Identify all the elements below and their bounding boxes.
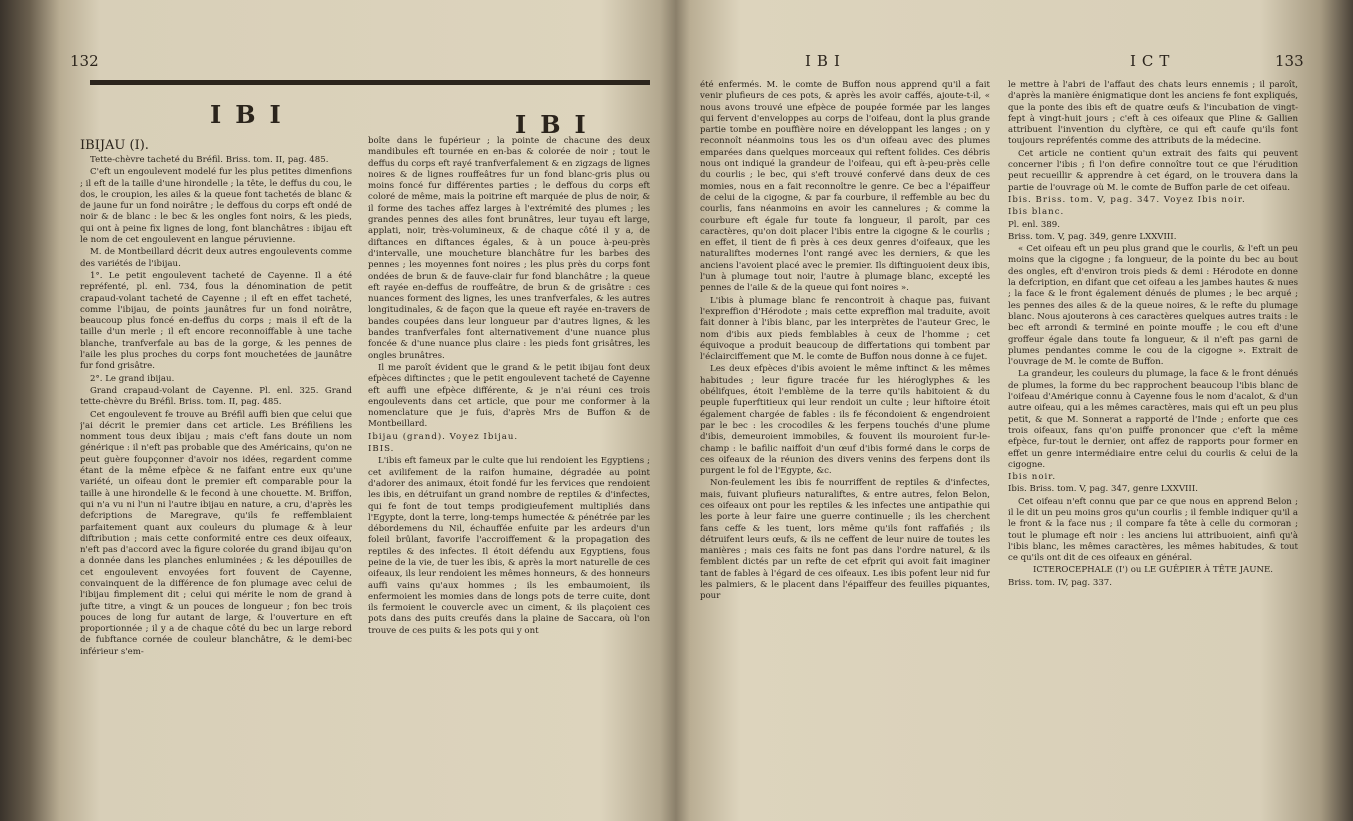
paragraph: Il me paroît évident que le grand & le petit ibijau font deux efpèces diftinctes ; que le petit engoulevent tacheté de Cayenne eft auffi une efpèce différente, & je n'ai réuni ces trois engoulevents dans cet article, que pour me conformer à la nomenclature que je fuis, d'après Mrs de Buffon & de Montbeillard. [368, 362, 650, 430]
paragraph: L'ibis à plumage blanc fe rencontroit à chaque pas, fuivant l'expreffion d'Hérodote ; mais cette expreffion mal traduite, avoit fait donner à l'ibis blanc, par les interprètes de l'auteur Grec, le nom d'ibis aux pieds femblables à ceux de l'homme ; cet équivoque a produit beaucoup de differtations qui tombent par l'éclairciffement que M. le comte de Buffon nous donne à ce fujet. [700, 295, 990, 363]
entry-heading: ICTEROCEPHALE (I') ou LE GUÊPIER À TÊTE JAUNE. [1032, 565, 1273, 576]
paragraph: le mettre à l'abri de l'affaut des chats leurs ennemis ; il paroît, d'après la manière énigmatique dont les anciens fe font expliqués, que la ponte des ibis eft de quatre œufs & l'incubation de vingt-fept à vingt-huit jours ; c'eft à ces oifeaux que Pline & Gallien attribuent l'invention du clyftère, ce qui eft caufe qu'ils font toujours repréfentés comme des attributs de la médecine. [1008, 80, 1298, 147]
paragraph: 1°. Le petit engoulevent tacheté de Cayenne. Il a été repréfenté, pl. enl. 734, fous la dénomination de petit crapaud-volant tacheté de Cayenne ; il eft en effet tacheté, comme l'ibijau, de points jaunâtres fur un fond noirâtre, beaucoup plus foncé en-deffus du corps ; mais il eft de la taille d'un merle ; il eft encore reconnoiffable à une tache blanche, tranfverfale au bas de la gorge, & les pennes de l'aile les plus proches du corps font mouchetées de jaunâtre fur fond grisâtre. [80, 270, 352, 372]
right-page [690, 0, 1310, 821]
paragraph: La grandeur, les couleurs du plumage, la face & le front dénués de plumes, la forme du bec rapprochent beaucoup l'ibis blanc de l'oifeau d'Amérique connu à Cayenne fous le nom d'acalot, & d'un autre oifeau, qui a les mêmes caractères, mais qui eft un peu plus petit, & que M. Sonnerat a rapporté de l'Inde ; enforte que ces trois oifeaux, fans qu'on puiffe prononcer que c'eft la même efpèce, fur-tout le dernier, ont affez de rapports pour former en effet un genre intermédiaire entre celui du courlis & celui de la cigogne. [1008, 369, 1298, 470]
running-head-right: ICT [1130, 52, 1176, 70]
left-page [60, 0, 670, 821]
paragraph: Non-feulement les ibis fe nourriffent de reptiles & d'infectes, mais, fuivant plufieurs naturaliftes, & entre autres, felon Belon, ces oifeaux ont pour les reptiles & les infectes une antipathie qui les porte à leur faire une guerre continuelle ; ils les cherchent fans ceffe & les tuent, lors même qu'ils font raffafiés ; ils détruifent leurs œufs, & ils ne ceffent de leur nuire de toutes les manières ; mais ces faits ne font pas dans l'ordre naturel, & ils femblent dictés par un refte de cet efprit qui avoit fait imaginer tant de fables à l'égard de ces oifeaux. Les ibis pofent leur nid fur les palmiers, & le placent dans l'épaiffeur des feuilles piquantes, pour [700, 478, 990, 602]
paragraph: Cet oifeau n'eft connu que par ce que nous en apprend Belon ; il le dit un peu moins gros qu'un courlis ; il femble indiquer qu'il a le front & la face nus ; il compare fa tête à celle du cormoran ; tout le plumage eft noir : les anciens lui attribuoient, ainfi qu'à l'ibis blanc, les mêmes caractères, les mêmes habitudes, & tout ce qu'ils ont dit de ces oifeaux en général. [1008, 496, 1298, 564]
running-head-left: IBI [805, 52, 846, 70]
paragraph: M. de Montbeillard décrit deux autres engoulevents comme des variétés de l'ibijau. [80, 247, 352, 269]
right-page-column-1 [700, 80, 990, 810]
plate-reference: Pl. enl. 389. [1008, 219, 1060, 230]
entry-heading: Ibis blanc. [1008, 207, 1065, 218]
entry-heading: IBIJAU (I). [80, 138, 149, 153]
paragraph: boîte dans le fupérieur ; la pointe de chacune des deux mandibules eft tournée en en-bas & colorée de noir ; tout le deffus du corps eft rayé tranfverfalement & en zigzags de lignes noires & de lignes rouffeâtres fur un fond blanc-gris plus ou moins foncé fur différentes parties ; le deffous du corps eft coloré de même, mais la poitrine eft marquée de plus de noir, & il forme des taches affez larges à l'extrémité des plumes ; les grandes pennes des ailes font brunâtres, leur tuyau eft large, applati, noir, très-volumineux, & de chaque côté il y a, de diftances en diftances égales, & à un pouce à-peu-près d'intervalle, une moucheture blanchâtre fur les barbes des pennes ; les moyennes font noires ; les plus près du corps font ondées de brun & de fauve-clair fur fond blanchâtre ; la queue eft rayée en-deffus de rouffeâtre, de brun & de grisâtre : ces nuances forment des lignes, les unes tranfverfales, & les autres longitudinales, & de façon que la queue eft rayée en-travers de bandes coupées dans leur longueur par d'autres lignes, & les bandes tranfverfales font alternativement d'une nuance plus foncée & d'une nuance plus claire : les pieds font grisâtres, les ongles brunâtres. [368, 136, 650, 361]
paragraph: 2°. Le grand ibijau. [90, 373, 175, 384]
paragraph: Tette-chèvre tacheté du Bréfil. Briss. tom. II, pag. 485. [90, 155, 329, 165]
paragraph: Les deux efpèces d'ibis avoient le même inftinct & les mêmes habitudes ; leur figure tracée fur les hiéroglyphes & les obélifques, étoit l'emblème de la terre qu'ils habitoient & du peuple fuperftitieux qui leur rendoit un culte ; leur hiftoire étoit également chargée de fables : ils fe fécondoient & engendroient par le bec : les crocodiles & les ferpens touchés d'une plume d'ibis, demeuroient immobiles, & fouvent ils mouroient fur-le-champ : le bafilic naiffoit d'un œuf d'ibis formé dans le corps de ces oifeaux de la réunion des divers venins des ferpens dont ils purgent le fol de l'Egypte, &c. [700, 364, 990, 477]
right-page-column-2 [1008, 80, 1298, 810]
entry-heading: IBIS. [368, 444, 395, 455]
left-page-column-1 [80, 136, 352, 806]
page-number-right: 133 [1275, 52, 1304, 70]
entry-heading: Ibis. Briss. tom. V, pag. 347. Voyez Ibis noir. [1008, 194, 1246, 205]
citation: Ibis. Briss. tom. V, pag. 347, genre LXXVIII. [1008, 484, 1198, 495]
paragraph: L'ibis eft fameux par le culte que lui rendoient les Egyptiens ; cet avilifement de la raifon humaine, dégradée au point d'adorer des animaux, étoit fondé fur les fervices que rendoient les ibis, en détruifant un grand nombre de reptiles & d'infectes, qui fe font de tout temps prodigieufement multipliés dans l'Egypte, dont la terre, long-temps humectée & pénétrée par les débordemens du Nil, échauffée enfuite par les ardeurs d'un foleil brûlant, favorife l'accroiffement & la propagation des reptiles & des infectes. Il étoit défendu aux Egyptiens, fous peine de la vie, de tuer les ibis, & après la mort naturelle de ces oifeaux, ils leur rendoient les mêmes honneurs, & des honneurs auffi vains qu'aux hommes ; ils les embaumoient, ils enfermoient les momies dans de longs pots de terre cuite, dont ils fermoient le couvercle avec un ciment, & ils plaçoient ces pots dans des puits creufés dans la plaine de Saccara, où l'on trouve de ces puits & les pots qui y ont [368, 456, 650, 636]
entry-heading: Ibis noir. [1008, 472, 1057, 483]
quotation: « Cet oifeau eft un peu plus grand que le courlis, & l'eft un peu moins que la cigogne ; fa longueur, de la pointe du bec au bout des ongles, eft d'environ trois pieds & demi : Hérodote en donne la defcription, en difant que cet oifeau a les jambes hautes & nues ; la face & le front également dénués de plumes ; le bec arqué ; les pennes des ailes & de la queue noires, & le refte du plumage blanc. Nous ajouterons à ces caractères quelques autres traits : le bec eft arrondi & terminé en pointe mouffe ; le cou eft d'une groffeur égale dans toute fa longueur, & il n'eft pas garni de plumes pendantes comme le cou de la cigogne ». Extrait de l'ouvrage de M. le comte de Buffon. [1008, 244, 1298, 368]
title-right-column: IBI [515, 110, 600, 139]
title-left-column: IBI [210, 100, 295, 129]
citation: Briss. tom. IV, pag. 337. [1008, 577, 1112, 588]
header-rule-left [90, 80, 650, 85]
paragraph: Grand crapaud-volant de Cayenne. Pl. enl. 325. Grand tette-chèvre du Bréfil. Briss. tom. II, pag. 485. [80, 385, 352, 408]
paragraph: Cet engoulevent fe trouve au Bréfil auffi bien que celui que j'ai décrit le premier dans cet article. Les Bréfiliens les nomment tous deux ibijau ; mais c'eft fans doute un nom générique : il n'eft pas probable que des Américains, qu'on ne peut guère foupçonner d'avoir nos idées, regardent comme étant de la même efpèce & ne faifant entre eux qu'une variété, un oifeau dont le premier eft comparable pour la taille à une hirondelle & le fecond à une chouette. M. Briffon, qui n'a vu ni l'un ni l'autre ibijau en nature, a cru, d'après les defcriptions de Maregrave, qu'ils fe reffemblaient parfaitement quant aux couleurs du plumage & à leur diftribution ; mais cette conformité entre ces deux oifeaux, n'eft pas d'accord avec la figure colorée du grand ibijau qu'on a donnée dans les planches enluminées ; & les dépouilles de cet engoulevent envoyées fort fouvent de Cayenne, convainquent de la différence de fon plumage avec celui de l'ibijau fimplement dit ; celui qui mérite le nom de grand à jufte titre, a vingt & un pouces de longueur ; fon bec trois pouces de long fur autant de large, & l'ouverture en eft proportionnée ; il y a de chaque côté du bec un large rebord de fubftance cornée de couleur blanchâtre, & le demi-bec inférieur s'em- [80, 409, 352, 657]
paragraph: été enfermés. M. le comte de Buffon nous apprend qu'il a fait venir plufieurs de ces pots, & après les avoir caffés, ajoute-t-il, « nous avons trouvé une efpèce de poupée formée par les langes qui fervent d'enveloppes au corps de l'oifeau, dont la plus grande partie tombe en pouffière noire en développant les langes ; on y reconnoît néanmoins tous les os d'un oifeau avec des plumes emparées dans quelques morceaux qui reftent folides. Ces débris nous ont indiqué la grandeur de l'oifeau, qui eft à-peu-près celle du courlis ; le bec, qui s'eft trouvé confervé dans deux de ces momies, nous en a fait reconnoître le genre. Ce bec a l'épaiffeur de celui de la cigogne, & par fa courbure, il reffemble au bec du courlis, fans néanmoins en avoir les cannelures ; & comme la courbure eft égale fur toute fa longueur, il paroît, par ces caractères, qu'on doit placer l'ibis entre la cigogne & le courlis ; en effet, il tient de fi près à ces deux genres d'oifeaux, que les naturaliftes modernes l'ont rangé avec les derniers, & que les anciens l'avoient placé avec le premier. Ils diftinguoient deux ibis, l'un à plumage tout noir, l'autre à plumage blanc, excepté les pennes de l'aile & de la queue qui font noires ». [700, 80, 990, 294]
paragraph: Cet article ne contient qu'un extrait des faits qui peuvent concerner l'ibis ; fi l'on defire connoître tout ce que l'érudition peut recueillir & apprendre à cet égard, on le trouvera dans la partie de l'ouvrage où M. le comte de Buffon parle de cet oifeau. [1008, 148, 1298, 193]
page-number-left: 132 [70, 52, 99, 70]
paragraph: C'eft un engoulevent modelé fur les plus petites dimenfions ; il eft de la taille d'une hirondelle ; la tête, le deffus du cou, le dos, le croupion, les ailes & la queue font tachetés de blanc & de jaune fur un fond noirâtre ; le deffous du corps eft ondé de noir & de blanc : le bec & les ongles font noirs, & les pieds, qui ont à peine fix lignes de long, font blanchâtres : ibijau eft le nom de cet engoulevent en langue péruvienne. [80, 167, 352, 246]
citation: Briss. tom. V, pag. 349, genre LXXVIII. [1008, 231, 1177, 242]
left-page-column-2 [368, 136, 650, 806]
cross-reference: Ibijau (grand). Voyez Ibijau. [368, 431, 519, 442]
